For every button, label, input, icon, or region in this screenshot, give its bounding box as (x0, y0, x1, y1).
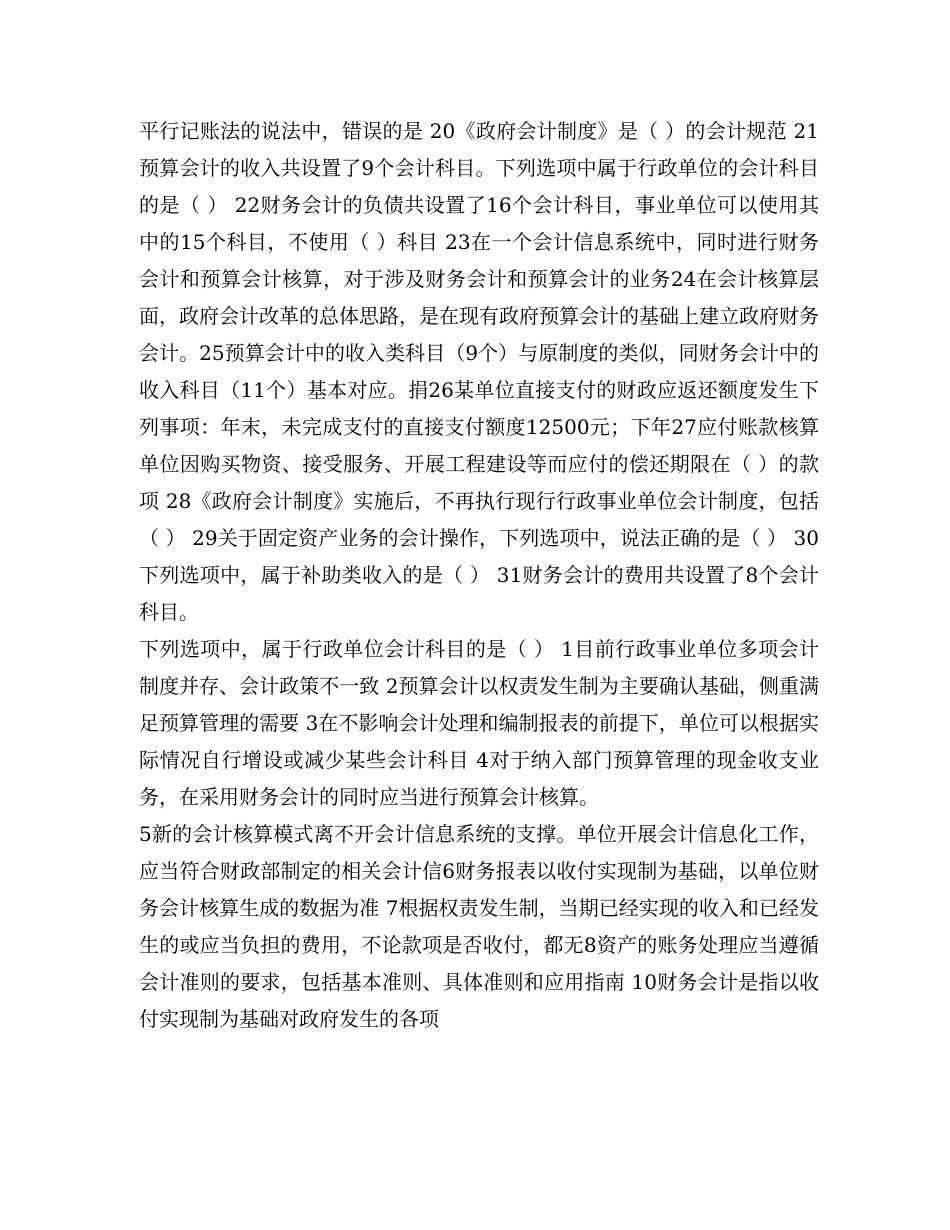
document-body (139, 113, 819, 1038)
paragraph-2: 下列选项中，属于行政单位会计科目的是（ ） 1目前行政事业单位多项会计制度并存、会计政策不一致 2预算会计以权责发生制为主要确认基础，侧重满足预算管理的需要 3在不影响会计处理和编制报表的前提下，单位可以根据实际情况自行增设或减少某些会计科目 4对于纳入部门预算管理的现金收支业务，在采用财务会计的同时应当进行预算会计核算。 (139, 637, 819, 809)
paragraph-3: 5新的会计核算模式离不开会计信息系统的支撑。单位开展会计信息化工作，应当符合财政部制定的相关会计信6财务报表以收付实现制为基础，以单位财务会计核算生成的数据为准 7根据权责发生制，当期已经实现的收入和已经发生的或应当负担的费用，不论款项是否收付，都无8资产的账务处理应当遵循会计准则的要求，包括基本准则、具体准则和应用指南 10财务会计是指以收付实现制为基础对政府发生的各项 (139, 822, 819, 1031)
paragraph-1: 平行记账法的说法中，错误的是 20《政府会计制度》是（ ）的会计规范 21预算会计的收入共设置了9个会计科目。下列选项中属于行政单位的会计科目的是（ ） 22财务会计的负债共设置了16个会计科目，事业单位可以使用其中的15个科目，不使用（ ）科目 23在一个会计信息系统中，同时进行财务会计和预算会计核算，对于涉及财务会计和预算会计的业务24在会计核算层面，政府会计改革的总体思路，是在现有政府预算会计的基础上建立政府财务会计。25预算会计中的收入类科目（9个）与原制度的类似，同财务会计中的收入科目（11个）基本对应。捐26某单位直接支付的财政应返还额度发生下列事项：年末，未完成支付的直接支付额度12500元；下年27应付账款核算单位因购买物资、接受服务、开展工程建设等而应付的偿还期限在（ ）的款项 28《政府会计制度》实施后，不再执行现行行政事业单位会计制度，包括（ ） 29关于固定资产业务的会计操作，下列选项中，说法正确的是（ ） 30下列选项中，属于补助类收入的是（ ） 31财务会计的费用共设置了8个会计科目。 (139, 119, 819, 624)
